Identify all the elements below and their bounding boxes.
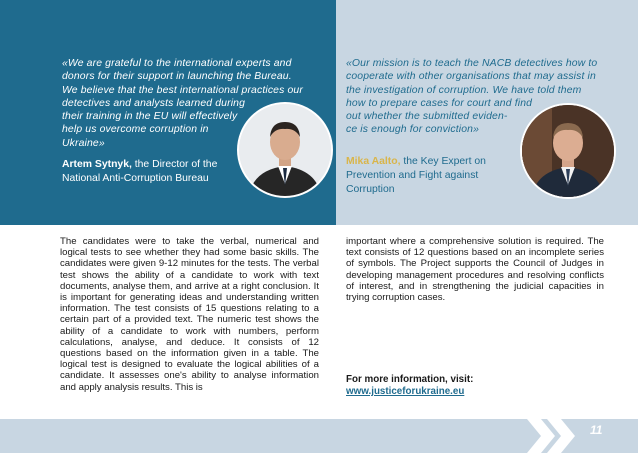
left-quote-line: detectives and analysts learned during [62,97,246,109]
right-text-column [346,236,604,303]
right-speaker-portrait [520,103,616,199]
right-speaker-name: Mika Aalto, [346,156,401,167]
right-quote-line: «Our mission is to teach the NACB detectives how to [346,58,598,69]
right-quote-line: how to prepare cases for court and find [346,97,533,109]
left-attribution [62,158,242,186]
man-portrait-icon [522,105,614,197]
right-quote-line: cooperate with other organisations that may assist in [346,71,596,83]
more-info-block [346,374,473,398]
right-column-paragraph: important where a comprehensive solution is required. The text consists of 12 questions based on an incomplete series of symbols. The Project supports the Council of Judges in developing management procedures and resolving conflicts of interest, and in strengthening the judicial capacities in trying corruption cases. [346,236,604,304]
left-text-column [60,236,319,393]
left-quote-line: donors for their support in launching the Bureau. [62,71,292,83]
right-quote-line: out whether the submitted eviden- [346,111,508,123]
left-speaker-name: Artem Sytnyk, [62,159,132,170]
left-speaker-role: the Director of the National Anti-Corruption Bureau [62,159,218,184]
website-link[interactable]: www.justiceforukraine.eu [346,386,465,397]
left-quote-line: We believe that the best international practices our [62,84,303,96]
left-quote-line: their training in the EU will effectively [62,111,238,123]
left-column-paragraph: The candidates were to take the verbal, numerical and logical tests to see whether they had some basic skills. The candidates were given 9-12 minutes for the tests. The verbal test shows the ability of a candidate to work with text documents, analyse them, and arrive at a right conclusion. It is important for generating ideas and understanding written information. The test consists of 15 questions relating to a certain part of a provided text. The numeric test shows the ability of a candidate to work with numbers, perform calculations, analyse, and deduce. It consists of 12 questions based on the information given in a table. The logical test is designed to evaluate the logical abilities of a candidate. It assesses one's ability to analyse information and apply analysis results. This is [60,236,319,393]
left-speaker-portrait [237,102,333,198]
right-speaker-role: the Key Expert on Prevention and Fight against Corruption [346,156,486,195]
more-info-label: For more information, visit: [346,374,474,385]
page-number: 11 [590,423,603,437]
left-quote-line: Ukraine» [62,137,105,149]
right-quote-line: the investigation of corruption. We have told them [346,84,582,96]
right-attribution [346,155,516,197]
left-quote-line: «We are grateful to the international experts and [62,58,292,69]
chevron-right-icon [527,419,597,453]
right-quote-line: ce is enough for conviction» [346,124,480,136]
left-quote-line: help us overcome corruption in [62,124,209,136]
man-portrait-icon [239,104,331,196]
